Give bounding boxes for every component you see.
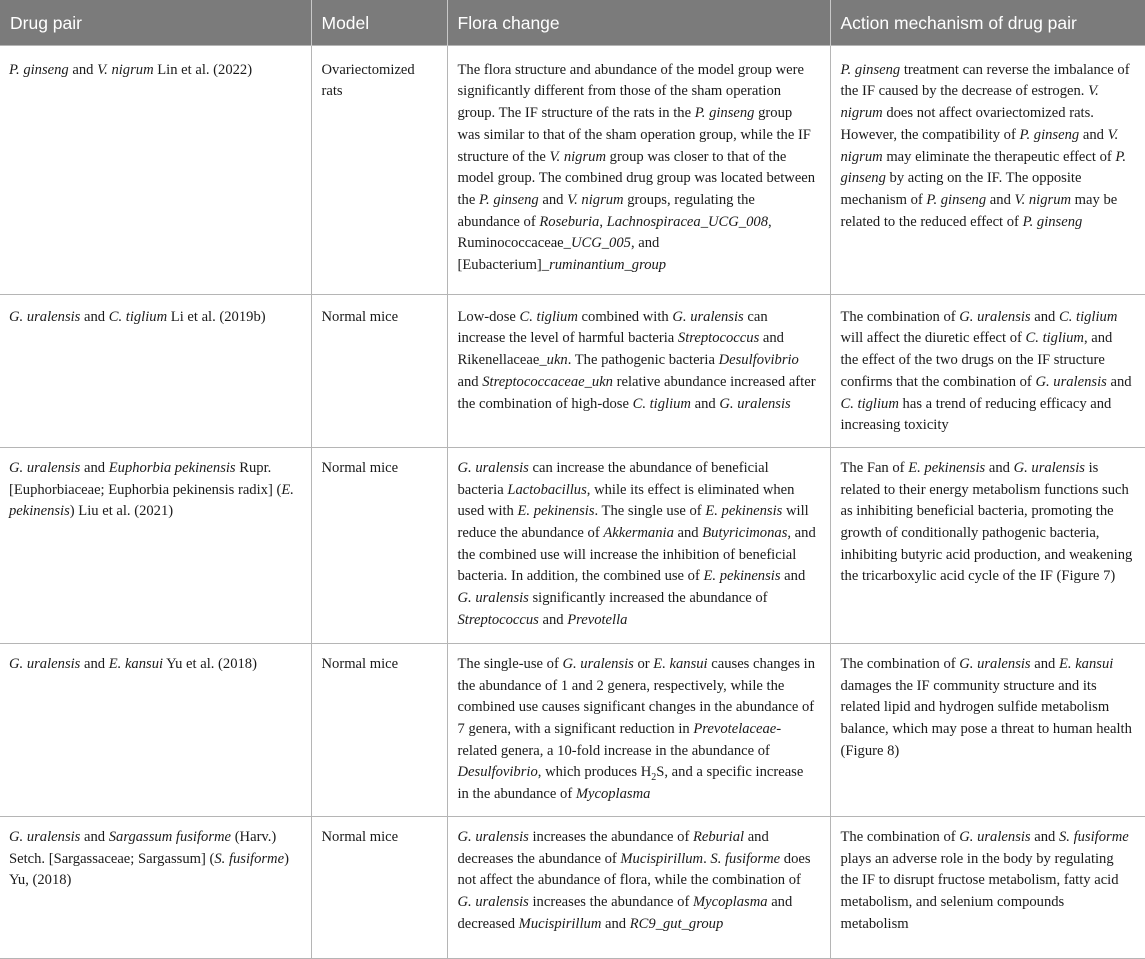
cell-text: The combination of (840, 308, 960, 325)
header-drug-pair: Drug pair (0, 0, 311, 45)
cell-text: and (68, 61, 98, 78)
cell-text: relative abundance increased after the combination of high-dose (457, 373, 816, 412)
italic-taxon-text: G. uralensis (719, 395, 791, 412)
table-row (0, 294, 1145, 447)
cell-text: and (986, 191, 1015, 208)
cell-text: may be related to the reduced effect of (840, 191, 1118, 230)
cell-model: Ovariectomized rats (311, 45, 447, 294)
italic-taxon-text: Lactobacillus (507, 481, 587, 498)
cell-text: ) Yu, (2018) (9, 850, 289, 889)
italic-taxon-text: G. uralensis (457, 893, 529, 910)
subscript-text: 2 (651, 772, 657, 784)
cell-text: is related to their energy metabolism functions such as inhibiting beneficial bacteria, promoting the growth of conditionally pathogenic bacteria, inhibiting butyric acid production, and weakening the tricarboxylic acid cycle of the IF (Figure 7) (840, 459, 1133, 585)
cell-text: (Harv.) Setch. [Sargassaceae; Sargassum] ( (9, 828, 277, 867)
cell-text: and (690, 395, 720, 412)
cell-text: The single-use of (457, 655, 563, 672)
italic-taxon-text: Prevotella (567, 611, 628, 628)
italic-taxon-text: G. uralensis (672, 308, 744, 325)
cell-text: , and the combined use will increase the inhibition of beneficial bacteria. In addition, the combined use of (457, 525, 816, 585)
cell-text: causes changes in the abundance of 1 and 2 genera, respectively, while the combined use causes significant changes in the abundance of 7 genera, with a significant reduction in (457, 655, 816, 738)
italic-taxon-text: Euphorbia pekinensis (108, 459, 236, 476)
header-row (0, 0, 1145, 45)
cell-text: and (601, 915, 630, 932)
table-row (0, 643, 1145, 816)
cell-text: . (703, 850, 711, 867)
cell-text: and (80, 459, 109, 476)
cell-text: and (1030, 308, 1059, 325)
cell-flora-change (447, 816, 830, 958)
cell-flora-change (447, 294, 830, 447)
italic-taxon-text: V. nigrum (840, 126, 1119, 165)
italic-taxon-text: G. uralensis (457, 590, 529, 607)
cell-text: by acting on the IF. The opposite mechanism of (840, 170, 1082, 208)
cell-text: group was similar to that of the sham operation group, while the IF structure of the (457, 105, 811, 165)
cell-text: does not affect the abundance of flora, while the combination of (457, 850, 811, 889)
italic-taxon-text: G. uralensis (9, 655, 81, 672)
italic-taxon-text: Reburial (692, 828, 745, 845)
italic-taxon-text: E. pekinensis (517, 503, 595, 520)
cell-text: can increase the level of harmful bacteria (457, 308, 768, 347)
cell-drug-pair (0, 294, 311, 447)
italic-taxon-text: C. tiglium (108, 308, 168, 325)
cell-text: Low-dose (457, 308, 520, 325)
cell-text: plays an adverse role in the body by regulating the IF to disrupt fructose metabolism, fatty acid metabolism, and selenium compounds metabolism (840, 850, 1119, 932)
cell-text: damages the IF community structure and its related lipid and hydrogen sulfide metabolism balance, which may pose a threat to human health (Figure 8) (840, 677, 1132, 759)
cell-text: , while its effect is eliminated when used with (457, 481, 795, 520)
italic-taxon-text: G. uralensis (959, 308, 1031, 325)
cell-text: does not affect ovariectomized rats. However, the compatibility of (840, 105, 1094, 143)
cell-text: -related genera, a 10-fold increase in the abundance of (457, 721, 782, 759)
italic-taxon-text: S. fusiforme (214, 850, 285, 867)
italic-taxon-text: C. tiglium (1058, 308, 1118, 325)
cell-text: Rupr. [Euphorbiaceae; Euphorbia pekinensis radix] ( (9, 459, 282, 498)
cell-model: Normal mice (311, 816, 447, 958)
cell-text: and (1106, 373, 1132, 390)
cell-action-mechanism (830, 45, 1145, 294)
cell-action-mechanism (830, 816, 1145, 958)
italic-taxon-text: ruminantium_group (549, 257, 667, 274)
cell-text: Yu et al. (2018) (163, 655, 257, 672)
italic-taxon-text: G. uralensis (457, 459, 529, 476)
cell-text: and (780, 568, 806, 585)
cell-flora-change (447, 643, 830, 816)
italic-taxon-text: C. tiglium (519, 308, 578, 325)
cell-model: Normal mice (311, 447, 447, 643)
cell-text: and (985, 459, 1014, 476)
italic-taxon-text: S. fusiforme (1058, 828, 1129, 845)
italic-taxon-text: E. kansui (653, 655, 708, 672)
table-row (0, 45, 1145, 294)
cell-text: treatment can reverse the imbalance of the IF caused by the decrease of estrogen. (840, 61, 1130, 100)
italic-taxon-text: G. uralensis (1035, 373, 1107, 390)
italic-taxon-text: E. pekinensis (9, 481, 294, 520)
cell-text: increases the abundance of (528, 828, 693, 845)
italic-taxon-text: E. kansui (108, 655, 164, 672)
cell-text: . The single use of (594, 503, 706, 520)
cell-text: will reduce the abundance of (457, 503, 809, 542)
italic-taxon-text: E. pekinensis (705, 503, 783, 520)
cell-text: may eliminate the therapeutic effect of (882, 148, 1116, 165)
cell-text: and (80, 655, 109, 672)
cell-text: and (1030, 655, 1059, 672)
cell-text: group was closer to that of the model group. The combined drug group was located between the (457, 148, 816, 208)
cell-drug-pair (0, 447, 311, 643)
italic-taxon-text: Lachnospiracea_UCG_008 (606, 213, 768, 230)
italic-taxon-text: G. uralensis (9, 828, 81, 845)
cell-text: . The pathogenic bacteria (567, 352, 719, 369)
cell-text: will affect the diuretic effect of (840, 330, 1026, 347)
italic-taxon-text: ukn (546, 352, 568, 369)
italic-taxon-text: P. ginseng (1019, 126, 1080, 143)
italic-taxon-text: Roseburia (539, 213, 600, 230)
cell-model: Normal mice (311, 294, 447, 447)
italic-taxon-text: Akkermania (603, 525, 674, 542)
cell-text: The combination of (840, 655, 960, 672)
italic-taxon-text: G. uralensis (457, 828, 529, 845)
italic-taxon-text: Mycoplasma (692, 893, 768, 910)
cell-flora-change (447, 447, 830, 643)
italic-taxon-text: E. pekinensis (703, 568, 781, 585)
italic-taxon-text: Streptococcus (677, 330, 760, 347)
cell-text: and (538, 611, 568, 628)
italic-taxon-text: G. uralensis (959, 655, 1031, 672)
cell-text: , and the effect of the two drugs on the IF structure confirms that the combination of (840, 330, 1113, 390)
italic-taxon-text: S. fusiforme (710, 850, 781, 867)
cell-text: , (599, 213, 607, 230)
cell-text: and (1030, 828, 1059, 845)
cell-action-mechanism (830, 643, 1145, 816)
cell-text: or (633, 655, 654, 672)
italic-taxon-text: Butyricimonas (702, 525, 788, 542)
cell-text: , Ruminococcaceae_ (457, 213, 772, 252)
cell-text: and Rikenellaceae_ (457, 330, 784, 369)
italic-taxon-text: P. ginseng (840, 148, 1127, 187)
cell-text: has a trend of reducing efficacy and increasing toxicity (840, 395, 1112, 434)
italic-taxon-text: Desulfovibrio (457, 764, 538, 781)
cell-text: and (538, 191, 568, 208)
italic-taxon-text: G. uralensis (9, 459, 81, 476)
italic-taxon-text: Mycoplasma (575, 786, 651, 803)
italic-taxon-text: Mucispirillum (518, 915, 602, 932)
cell-text: increases the abundance of (528, 893, 693, 910)
italic-taxon-text: Sargassum fusiforme (108, 828, 232, 845)
cell-text: , which produces H (537, 764, 652, 781)
cell-text: groups, regulating the abundance of (457, 191, 755, 230)
cell-drug-pair (0, 816, 311, 958)
italic-taxon-text: C. tiglium (840, 395, 899, 412)
cell-text: S, and a specific increase in the abundance of (457, 764, 804, 803)
italic-taxon-text: Desulfovibrio (718, 352, 799, 369)
italic-taxon-text: G. uralensis (959, 828, 1031, 845)
italic-taxon-text: V. nigrum (567, 191, 624, 208)
header-flora-change: Flora change (447, 0, 830, 45)
cell-text: and (80, 308, 109, 325)
italic-taxon-text: P. ginseng (840, 61, 901, 78)
italic-taxon-text: E. kansui (1058, 655, 1114, 672)
italic-taxon-text: P. ginseng (9, 61, 69, 78)
header-action-mechanism: Action mechanism of drug pair (830, 0, 1145, 45)
cell-text: Li et al. (2019b) (167, 308, 266, 325)
italic-taxon-text: Streptococcaceae_ukn (482, 373, 613, 390)
italic-taxon-text: G. uralensis (9, 308, 81, 325)
cell-text: significantly increased the abundance of (528, 590, 768, 607)
header-model: Model (311, 0, 447, 45)
cell-model: Normal mice (311, 643, 447, 816)
cell-text: , and [Eubacterium]_ (457, 235, 660, 274)
cell-drug-pair (0, 45, 311, 294)
italic-taxon-text: UCG_005 (570, 235, 631, 252)
italic-taxon-text: P. ginseng (1022, 213, 1083, 230)
cell-text: and (673, 525, 703, 542)
italic-taxon-text: E. pekinensis (908, 459, 986, 476)
italic-taxon-text: C. tiglium (1025, 330, 1084, 347)
italic-taxon-text: V. nigrum (549, 148, 606, 165)
italic-taxon-text: P. ginseng (926, 191, 987, 208)
cell-text: and (1079, 126, 1108, 143)
italic-taxon-text: V. nigrum (840, 83, 1099, 122)
cell-text: can increase the abundance of beneficial bacteria (457, 459, 769, 498)
italic-taxon-text: G. uralensis (1013, 459, 1085, 476)
cell-text: and decreases the abundance of (457, 828, 769, 867)
italic-taxon-text: P. ginseng (694, 105, 755, 122)
italic-taxon-text: Streptococcus (457, 611, 539, 628)
cell-action-mechanism (830, 447, 1145, 643)
cell-text: and decreased (457, 893, 793, 932)
cell-text: The Fan of (840, 459, 909, 476)
table-row (0, 447, 1145, 643)
italic-taxon-text: RC9_gut_group (629, 915, 724, 932)
italic-taxon-text: C. tiglium (632, 395, 691, 412)
italic-taxon-text: V. nigrum (97, 61, 154, 78)
cell-action-mechanism (830, 294, 1145, 447)
cell-text: and (80, 828, 109, 845)
italic-taxon-text: P. ginseng (478, 191, 539, 208)
cell-text: The combination of (840, 828, 960, 845)
cell-text: ) Liu et al. (2021) (69, 503, 174, 520)
cell-text: Lin et al. (2022) (153, 61, 253, 78)
cell-text: combined with (577, 308, 673, 325)
cell-text: and (457, 373, 483, 390)
table-row (0, 816, 1145, 958)
cell-drug-pair (0, 643, 311, 816)
cell-text: The flora structure and abundance of the model group were significantly different from those of the sham operation group. The IF structure of the rats in the (457, 61, 804, 122)
italic-taxon-text: V. nigrum (1014, 191, 1072, 208)
italic-taxon-text: Mucispirillum (620, 850, 704, 867)
italic-taxon-text: Prevotelaceae (693, 721, 777, 738)
italic-taxon-text: G. uralensis (562, 655, 634, 672)
cell-flora-change (447, 45, 830, 294)
